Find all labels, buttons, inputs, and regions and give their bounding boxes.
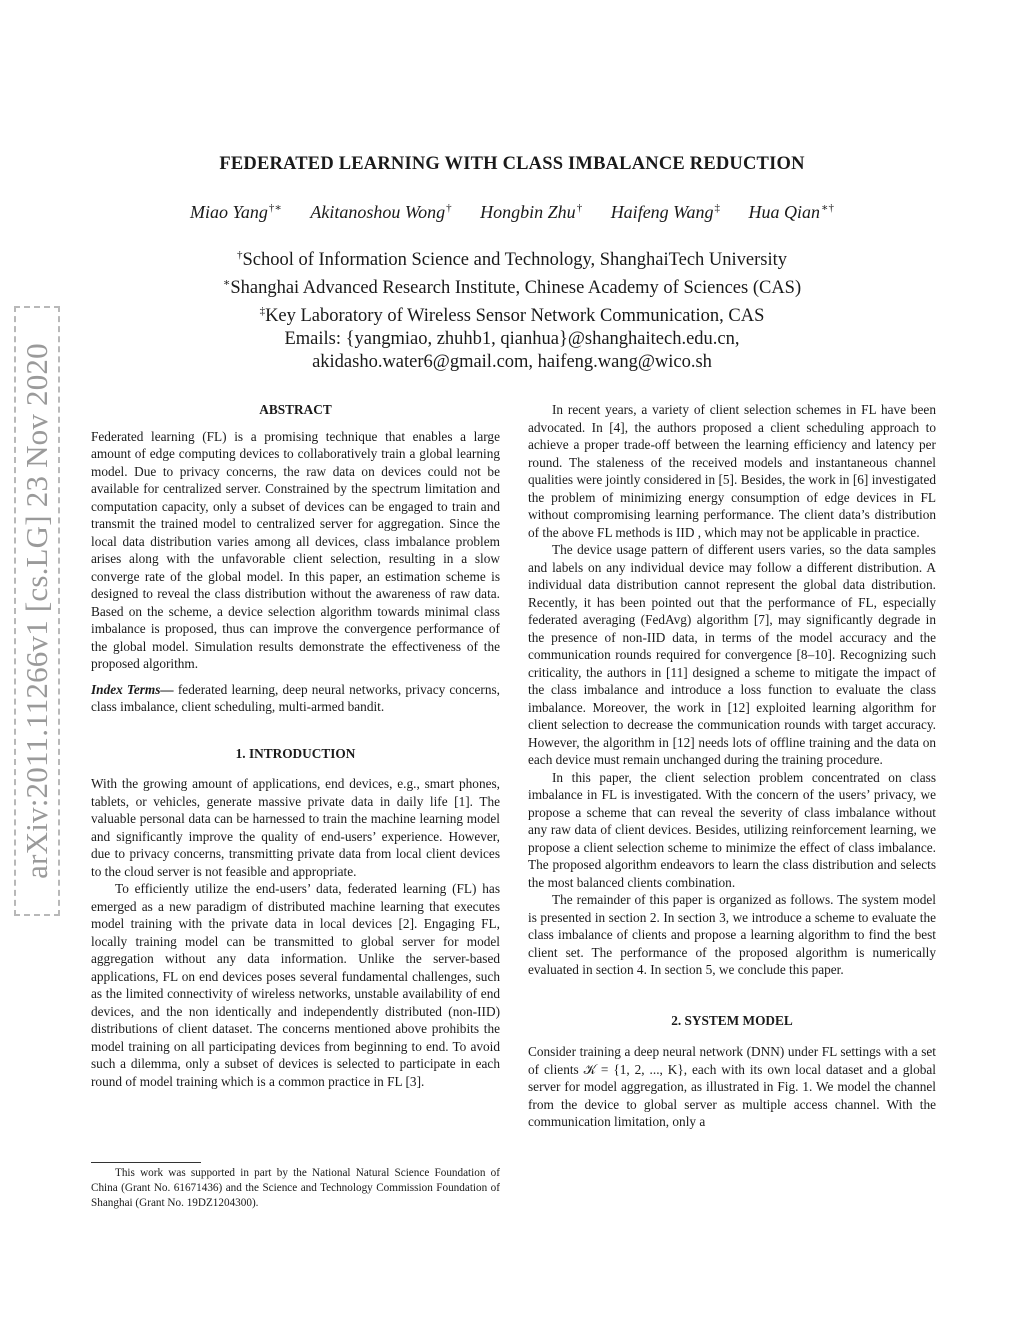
paper-title: FEDERATED LEARNING WITH CLASS IMBALANCE REDUCTION — [219, 154, 805, 174]
affiliation-line: †School of Information Science and Technology, ShanghaiTech University — [236, 249, 788, 271]
intro-paragraph: To efficiently utilize the end-users’ data, federated learning (FL) has emerged as a new paradigm of distributed machine learning that executes model training with the private data in local devices [2]. Engaging FL, locally training model can be transmitted to global server for model aggregation without any data information. Unlike the server-based applications, FL on end devices poses several fundamental challenges, such as the limited connectivity of wireless networks, unstable availability of end devices, and the non identically and independently distributed (non-IID) distributions of client dataset. The concerns mentioned above prohibits the model training on all participating devices from beginning to end. To avoid such a dilemma, only a subset of devices is selected to participate in each round of model training which is a common practice in FL [3]. — [91, 881, 500, 1089]
index-terms: Index Terms— federated learning, deep neural networks, privacy concerns, class imbalance, client scheduling, multi-armed bandit. — [91, 681, 500, 714]
arxiv-stamp — [14, 306, 60, 916]
system-model-paragraph: Consider training a deep neural network (DNN) under FL settings with a set of clients 𝒦 = {1, 2, ..., K}, each with its own local dataset and a global server for model aggregation, as illustrated in Fig. 1. We model the channel from the device to global server as multiple access channel. With the communication limitation, only a — [528, 1044, 936, 1129]
email-line: Emails: {yangmiao, zhuhb1, qianhua}@shanghaitech.edu.cn, — [284, 329, 740, 350]
author: Haifeng Wang‡ — [610, 202, 721, 222]
funding-note: This work was supported in part by the National Natural Science Foundation of China (Grant No. 61671436) and the Science and Technology Commission Foundation of Shanghai (Grant No. 19DZ1204300). — [91, 1167, 500, 1209]
email-line: akidasho.water6@gmail.com, haifeng.wang@wico.sh — [312, 352, 712, 373]
author: Hongbin Zhu† — [480, 202, 583, 222]
author-list — [0, 201, 1024, 223]
arxiv-id: arXiv:2011.11266v1 [cs.LG] 23 Nov 2020 — [19, 343, 54, 879]
author: Miao Yang†∗ — [189, 202, 282, 222]
affiliation-line: ‡Key Laboratory of Wireless Sensor Network Communication, CAS — [259, 305, 765, 327]
system-model-heading: 2. SYSTEM MODEL — [671, 1012, 793, 1028]
author: Akitanoshou Wong† — [310, 202, 452, 222]
affiliations — [0, 244, 1024, 374]
intro-paragraph: The remainder of this paper is organized as follows. The system model is presented in section 2. In section 3, we introduce a scheme to evaluate the class imbalance of clients and propose a learning algorithm to find the best client set. The performance of the proposed algorithm is numerically evaluated in section 4. In section 5, we conclude this paper. — [528, 892, 936, 977]
introduction-heading: 1. INTRODUCTION — [235, 745, 356, 761]
left-column — [91, 401, 500, 1090]
intro-paragraph: With the growing amount of applications, end devices, e.g., smart phones, tablets, or vehicles, generate massive private data in daily life [1]. The valuable personal data can be harnessed to train the machine learning model and significantly improve the quality of end-users’ experience. However, due to privacy concerns, transmitting private data from local client devices to the cloud server is not feasible and appropriate. — [91, 776, 500, 879]
footnote — [91, 1162, 500, 1211]
abstract-heading: ABSTRACT — [259, 402, 332, 417]
author: Hua Qian∗† — [748, 202, 835, 222]
intro-paragraph: The device usage pattern of different users varies, so the data samples and labels on any individual device may follow a different distribution. A individual data distribution cannot represent the global data distribution. Recently, it has been pointed out that the performance of FL, especially federated averaging (FedAvg) algorithm [7], may significantly degrade in the presence of non-IID data, in terms of the model accuracy and the communication rounds required for convergence [8–10]. Recognizing such criticality, the authors in [11] designed a scheme to mitigate the impact of the class imbalance and introduce a loss function to evaluate the class imbalance. Moreover, the work in [12] exploited learning algorithm for client selection to decrease the communication rounds with target accuracy. However, the algorithm in [12] needs lots of offline training and the data on each device must remain unchanged during the training procedure. — [528, 542, 936, 767]
footnote-rule — [91, 1162, 201, 1163]
intro-paragraph: In this paper, the client selection problem concentrated on class imbalance in FL is investigated. With the concern of the users’ privacy, we propose a scheme that can reveal the severity of class imbalance without any raw data of client devices. Besides, utilizing reinforcement learning, we propose a client selection scheme to minimize the effect of class imbalance. The proposed algorithm endeavors to learn the class distribution and selects the most balanced clients combination. — [528, 769, 936, 890]
affiliation-line: ∗Shanghai Advanced Research Institute, Chinese Academy of Sciences (CAS) — [222, 277, 802, 299]
right-column — [528, 401, 936, 1131]
intro-paragraph: In recent years, a variety of client selection schemes in FL have been advocated. In [4], the authors proposed a client scheduling approach to achieve a proper trade-off between the learning efficiency and latency per round. The staleness of the received models and instantaneous channel qualities were jointly considered in [5]. Besides, the work in [6] investigated the problem of minimizing energy consumption of edge devices in FL without compromising learning performance. The client data’s distribution of the above FL methods is IID , which may not be applicable in practice. — [528, 402, 936, 540]
abstract-text: Federated learning (FL) is a promising technique that enables a large amount of edge computing devices to collaboratively train a global learning model. Due to privacy concerns, the raw data on devices could not be available for centralized server. Constrained by the spectrum limitation and computation capacity, only a subset of devices can be engaged to train and transmit the trained model to centralized server for aggregation. Since the local data distribution varies among all devices, class imbalance problem arises along with the unfavorable client selection, resulting in a slow converge rate of the global model. In this paper, an estimation scheme is designed to reveal the class distribution without the awareness of raw data. Based on the scheme, a device selection algorithm towards minimal class imbalance is proposed, thus can improve the convergence performance of the global model. Simulation results demonstrate the effectiveness of the proposed algorithm. — [91, 428, 500, 671]
